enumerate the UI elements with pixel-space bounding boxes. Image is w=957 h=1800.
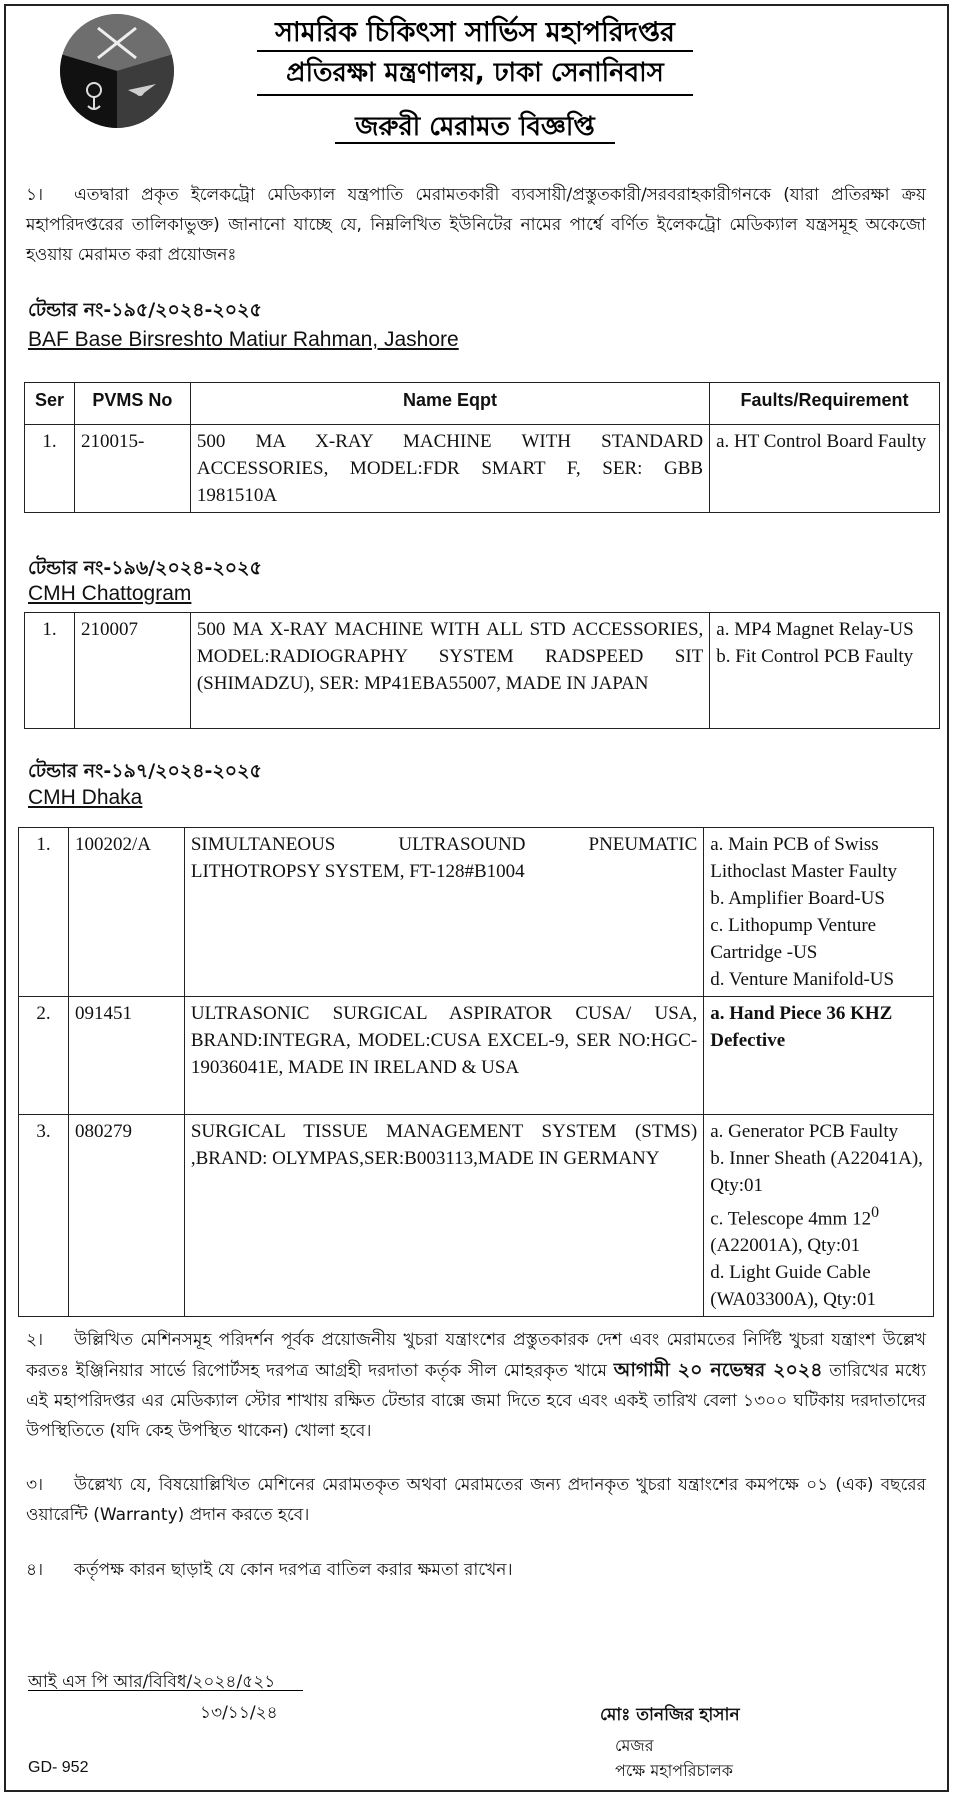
cell-pvms: 080279 <box>68 1115 184 1317</box>
col-header-pvms: PVMS No <box>74 383 190 425</box>
fault-item: b. Amplifier Board-US <box>710 888 885 909</box>
notice-title-underline <box>335 142 615 144</box>
cell-pvms: 091451 <box>68 997 184 1115</box>
submission-deadline: আগামী ২০ নভেম্বর ২০২৪ <box>613 1359 823 1381</box>
fault-item: a. Main PCB of Swiss Lithoclast Master Faulty <box>710 834 898 882</box>
degree-superscript: 0 <box>871 1204 880 1221</box>
signatory-on-behalf: পক্ষে মহাপরিচালক <box>615 1761 733 1780</box>
cell-name: ULTRASONIC SURGICAL ASPIRATOR CUSA/ USA, BRAND:INTEGRA, MODEL:CUSA EXCEL-9, SER NO:HGC-19036041E, MADE IN IRELAND & USA <box>184 997 703 1115</box>
cell-pvms: 210015- <box>74 425 190 513</box>
fault-item: d. Venture Manifold-US <box>710 969 895 990</box>
table-row <box>25 425 940 513</box>
memo-number: আই এস পি আর/বিবিধ/২০২৪/৫২১ <box>28 1672 276 1692</box>
equipment-table <box>18 827 934 1317</box>
signatory-name: মোঃ তানজির হাসান <box>600 1705 740 1725</box>
dgms-emblem-logo <box>60 14 174 128</box>
paragraph-text: তারিখের মধ্যে এই মহাপরিদপ্তর এর মেডিক্যাল স্টোর শাখায় রক্ষিত টেন্ডার বাক্সে জমা দিতে হবে এবং একই তারিখ বেলা ১৩০০ ঘটিকায় দরদাতাদের উপস্থিতিতে (যদি কেহ উপস্থিত থাকেন) খোলা হবে। <box>26 1361 927 1441</box>
header-directorate: সামরিক চিকিৎসা সার্ভিস মহাপরিদপ্তর <box>275 17 675 48</box>
unit-name: BAF Base Birsreshto Matiur Rahman, Jashore <box>28 328 459 351</box>
table-row <box>25 613 940 729</box>
cell-name: SURGICAL TISSUE MANAGEMENT SYSTEM (STMS) ,BRAND: OLYMPAS,SER:B003113,MADE IN GERMANY <box>184 1115 703 1317</box>
unit-name: CMH Chattogram <box>28 582 192 605</box>
paragraph-3 <box>26 1470 926 1530</box>
cell-faults <box>710 613 940 729</box>
paragraph-text: এতদ্বারা প্রকৃত ইলেকট্রো মেডিক্যাল যন্ত্রপাতি মেরামতকারী ব্যবসায়ী/প্রস্তুতকারী/সরবরাহকারীগনকে (যারা প্রতিরক্ষা ক্রয় মহাপরিদপ্তরের তালিকাভুক্ত) জানানো যাচ্ছে যে, নিম্নলিখিত ইউনিটের নামের পার্শ্বে বর্ণিত ইলেকট্রো মেডিক্যাল যন্ত্রসমূহ অকেজো হওয়ায় মেরামত করা প্রয়োজনঃ <box>26 185 926 265</box>
memo-underline <box>28 1690 303 1691</box>
table-header-row <box>25 383 940 425</box>
notice-title: জরুরী মেরামত বিজ্ঞপ্তি <box>355 112 595 142</box>
paragraph-number: ৪। <box>26 1560 44 1580</box>
cell-name: 500 MA X-RAY MACHINE WITH STANDARD ACCESSORIES, MODEL:FDR SMART F, SER: GBB 1981510A <box>190 425 709 513</box>
fault-item: b. Fit Control PCB Faulty <box>716 646 914 667</box>
fault-item: a. HT Control Board Faulty <box>716 431 927 452</box>
col-header-faults: Faults/Requirement <box>710 383 940 425</box>
fault-item: (A22001A), Qty:01 <box>710 1235 861 1257</box>
cell-name: SIMULTANEOUS ULTRASOUND PNEUMATIC LITHOTROPSY SYSTEM, FT-128#B1004 <box>184 828 703 997</box>
gd-number: GD- 952 <box>28 1759 89 1776</box>
fault-telescope-text: c. Telescope 4mm 12 <box>710 1208 872 1230</box>
paragraph-1 <box>26 180 926 270</box>
cell-pvms: 100202/A <box>68 828 184 997</box>
paragraph-4 <box>26 1555 926 1585</box>
issue-date: ১৩/১১/২৪ <box>200 1703 278 1723</box>
fault-item <box>710 1199 927 1232</box>
fault-item: a. MP4 Magnet Relay-US <box>716 619 914 640</box>
table-row <box>19 997 934 1115</box>
paragraph-number: ৩। <box>26 1475 44 1495</box>
equipment-table <box>24 612 940 729</box>
cell-ser: 1. <box>25 425 75 513</box>
signatory-rank: মেজর <box>615 1736 654 1755</box>
table-row <box>19 828 934 997</box>
cell-faults <box>704 828 934 997</box>
fault-item: c. Lithopump Venture Cartridge -US <box>710 915 877 963</box>
paragraph-number: ১। <box>26 185 44 205</box>
fault-item: a. Hand Piece 36 KHZ Defective <box>710 1003 893 1051</box>
cell-faults <box>710 425 940 513</box>
cell-name: 500 MA X-RAY MACHINE WITH ALL STD ACCESSORIES, MODEL:RADIOGRAPHY SYSTEM RADSPEED SIT (SHIMADZU), SER: MP41EBA55007, MADE IN JAPAN <box>190 613 709 729</box>
tender-number: টেন্ডার নং-১৯৭/২০২৪-২০২৫ <box>28 760 262 782</box>
cell-ser: 2. <box>19 997 69 1115</box>
cell-faults <box>704 1115 934 1317</box>
col-header-name: Name Eqpt <box>190 383 709 425</box>
cell-ser: 1. <box>25 613 75 729</box>
paragraph-text: উল্লিখিত মেশিনসমূহ পরিদর্শন পূর্বক প্রয়োজনীয় খুচরা যন্ত্রাংশের প্রস্তুতকারক দেশ এবং মেরামতের নির্দিষ্ট খুচরা যন্ত্রাংশ উল্লেখ করতঃ ইঞ্জিনিয়ার সার্ভে রিপোর্টসহ দরপত্র আগ্রহী দরদাতা কর্তৃক সীল মোহরকৃত খামে <box>26 1330 926 1381</box>
equipment-table <box>24 382 940 513</box>
header-rule-2 <box>257 94 693 96</box>
paragraph-2 <box>26 1325 926 1446</box>
unit-name: CMH Dhaka <box>28 786 143 809</box>
paragraph-text: কর্তৃপক্ষ কারন ছাড়াই যে কোন দরপত্র বাতিল করার ক্ষমতা রাখেন। <box>74 1560 513 1580</box>
fault-item: b. Inner Sheath (A22041A), Qty:01 <box>710 1148 923 1196</box>
paragraph-number: ২। <box>26 1330 44 1350</box>
paragraph-text: উল্লেখ্য যে, বিষয়োল্লিখিত মেশিনের মেরামতকৃত অথবা মেরামতের জন্য প্রদানকৃত খুচরা যন্ত্রাংশের কমপক্ষে ০১ (এক) বছরের ওয়ারেন্টি (Warranty) প্রদান করতে হবে। <box>26 1475 926 1525</box>
col-header-ser: Ser <box>25 383 75 425</box>
fault-item: d. Light Guide Cable (WA03300A), Qty:01 <box>710 1262 876 1311</box>
tender-number: টেন্ডার নং-১৯৫/২০২৪-২০২৫ <box>28 299 262 321</box>
cell-faults <box>704 997 934 1115</box>
fault-item: a. Generator PCB Faulty <box>710 1121 899 1142</box>
header-ministry: প্রতিরক্ষা মন্ত্রণালয়, ঢাকা সেনানিবাস <box>286 58 664 88</box>
cell-ser: 1. <box>19 828 69 997</box>
cell-pvms: 210007 <box>74 613 190 729</box>
tender-number: টেন্ডার নং-১৯৬/২০২৪-২০২৫ <box>28 557 262 579</box>
table-row <box>19 1115 934 1317</box>
cell-ser: 3. <box>19 1115 69 1317</box>
